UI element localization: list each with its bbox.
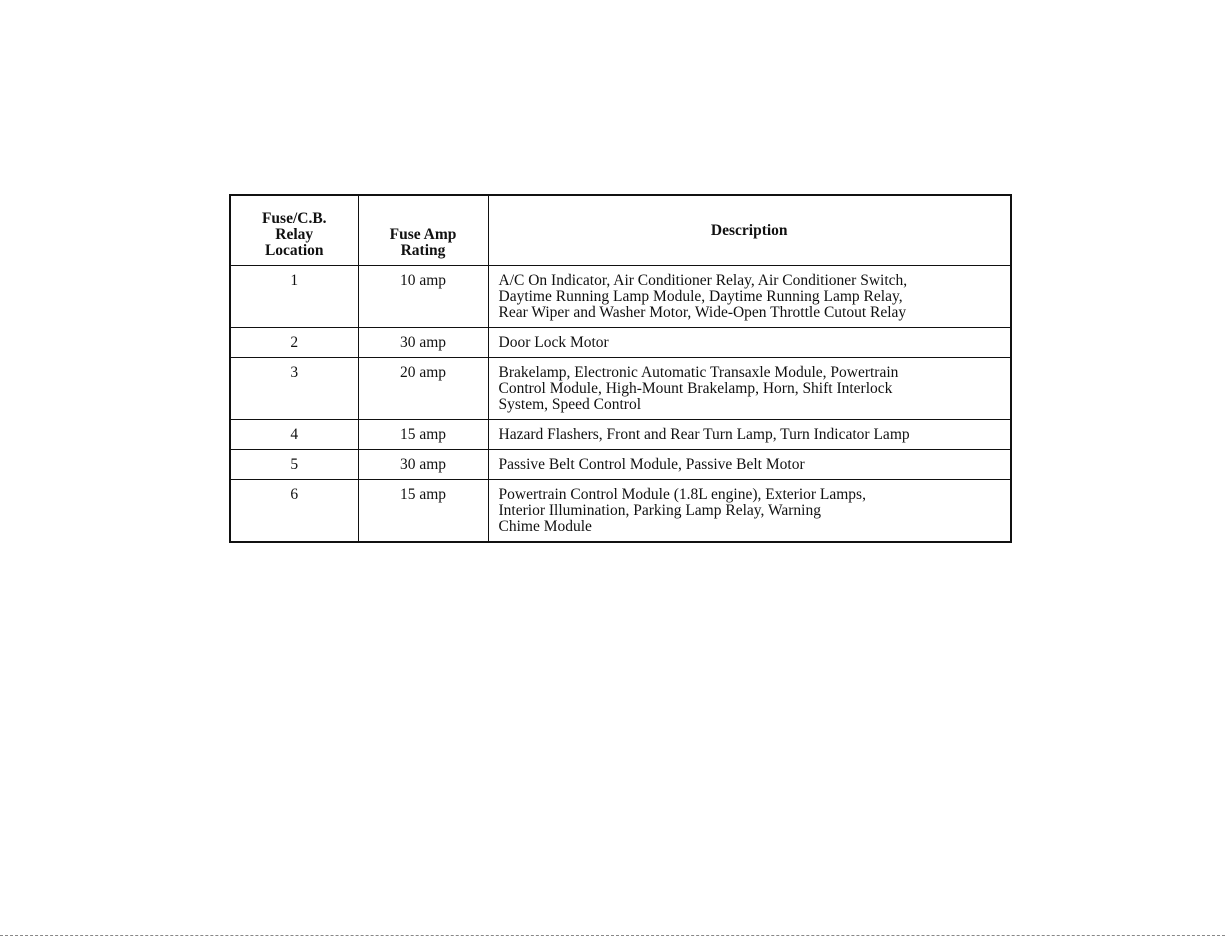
cell-rating: 20 amp: [358, 358, 488, 420]
description-line: Door Lock Motor: [498, 334, 609, 351]
table-row: [230, 480, 1011, 543]
cell-description: [488, 266, 1011, 328]
header-rating-line: Fuse Amp: [389, 226, 457, 243]
cell-description: [488, 420, 1011, 450]
description-line: Chime Module: [498, 518, 592, 535]
header-location-line: Fuse/C.B.: [261, 210, 327, 227]
cell-location: 6: [230, 480, 358, 543]
cell-location: 1: [230, 266, 358, 328]
description-line: Hazard Flashers, Front and Rear Turn Lamp, Turn Indicator Lamp: [498, 426, 910, 443]
description-line: A/C On Indicator, Air Conditioner Relay, Air Conditioner Switch,: [498, 272, 908, 289]
header-location: [230, 195, 358, 266]
page-bottom-edge: [0, 935, 1225, 936]
description-line: Interior Illumination, Parking Lamp Relay, Warning: [498, 502, 821, 519]
cell-rating: 10 amp: [358, 266, 488, 328]
header-location-line: Location: [264, 242, 324, 259]
table-row: [230, 328, 1011, 358]
description-line: Control Module, High-Mount Brakelamp, Horn, Shift Interlock: [498, 380, 893, 397]
header-rating: [358, 195, 488, 266]
description-line: Passive Belt Control Module, Passive Belt Motor: [498, 456, 805, 473]
header-row: [230, 195, 1011, 266]
cell-location: 4: [230, 420, 358, 450]
header-location-line: Relay: [275, 226, 314, 243]
table-row: [230, 266, 1011, 328]
cell-description: [488, 480, 1011, 543]
description-line: Daytime Running Lamp Module, Daytime Running Lamp Relay,: [498, 288, 903, 305]
cell-description: [488, 358, 1011, 420]
cell-location: 2: [230, 328, 358, 358]
header-rating-line: Rating: [400, 242, 446, 259]
table-row: [230, 450, 1011, 480]
description-line: Rear Wiper and Washer Motor, Wide-Open Throttle Cutout Relay: [498, 304, 907, 321]
cell-location: 5: [230, 450, 358, 480]
cell-rating: 30 amp: [358, 450, 488, 480]
description-line: System, Speed Control: [498, 396, 642, 413]
cell-description: [488, 328, 1011, 358]
cell-rating: 15 amp: [358, 480, 488, 543]
description-line: Powertrain Control Module (1.8L engine), Exterior Lamps,: [498, 486, 866, 503]
description-line: Brakelamp, Electronic Automatic Transaxle Module, Powertrain: [498, 364, 899, 381]
fuse-table: [229, 194, 1012, 543]
cell-rating: 15 amp: [358, 420, 488, 450]
header-description: Description: [488, 195, 1011, 266]
table-row: [230, 420, 1011, 450]
cell-description: [488, 450, 1011, 480]
cell-location: 3: [230, 358, 358, 420]
table-row: [230, 358, 1011, 420]
cell-rating: 30 amp: [358, 328, 488, 358]
